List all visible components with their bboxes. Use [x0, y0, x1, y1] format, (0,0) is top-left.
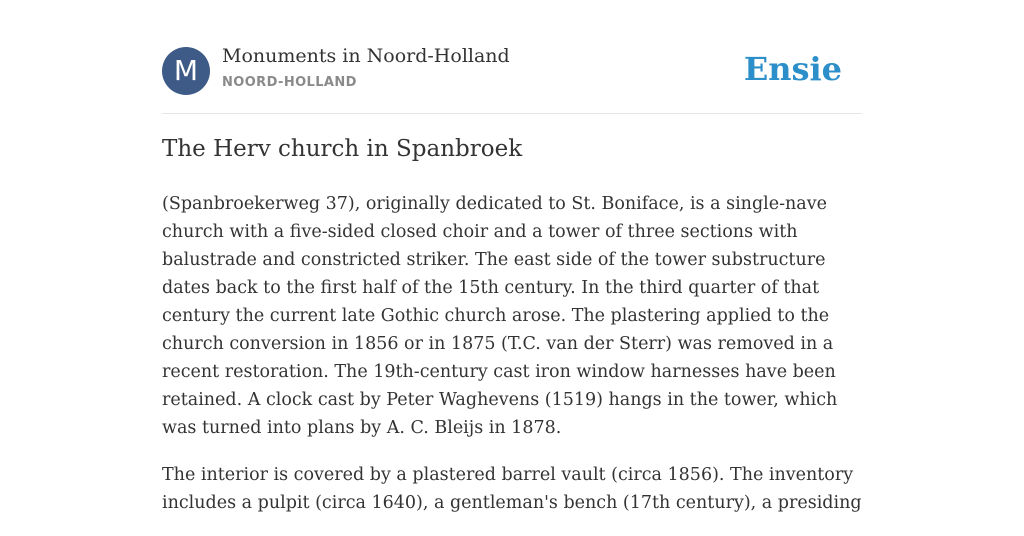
page-container	[162, 0, 862, 513]
article-body	[162, 190, 862, 536]
avatar[interactable]: M	[162, 47, 210, 95]
ensie-logo[interactable]: Ensie	[743, 50, 842, 88]
article-paragraph: The interior is covered by a plastered barrel vault (circa 1856). The inventory includes a pulpit (circa 1640), a gentleman's bench (17th century), a presiding	[162, 465, 862, 513]
article-paragraph: (Spanbroekerweg 37), originally dedicated to St. Boniface, is a single-nave church with a five-sided closed choir and a tower of three sections with balustrade and constricted striker. The east side of the tower substructure dates back to the first half of the 15th century. In the third quarter of that century the current late Gothic church arose. The plastering applied to the church conversion in 1856 or in 1875 (T.C. van der Sterr) was removed in a recent restoration. The 19th-century cast iron window harnesses have been retained. A clock cast by Peter Waghevens (1519) hangs in the tower, which was turned into plans by A. C. Bleijs in 1878.	[162, 194, 838, 438]
article-title: The Herv church in Spanbroek	[162, 136, 523, 162]
category-subtitle[interactable]: NOORD-HOLLAND	[222, 75, 357, 90]
category-title[interactable]: Monuments in Noord-Holland	[222, 45, 510, 67]
site-header	[162, 0, 862, 114]
